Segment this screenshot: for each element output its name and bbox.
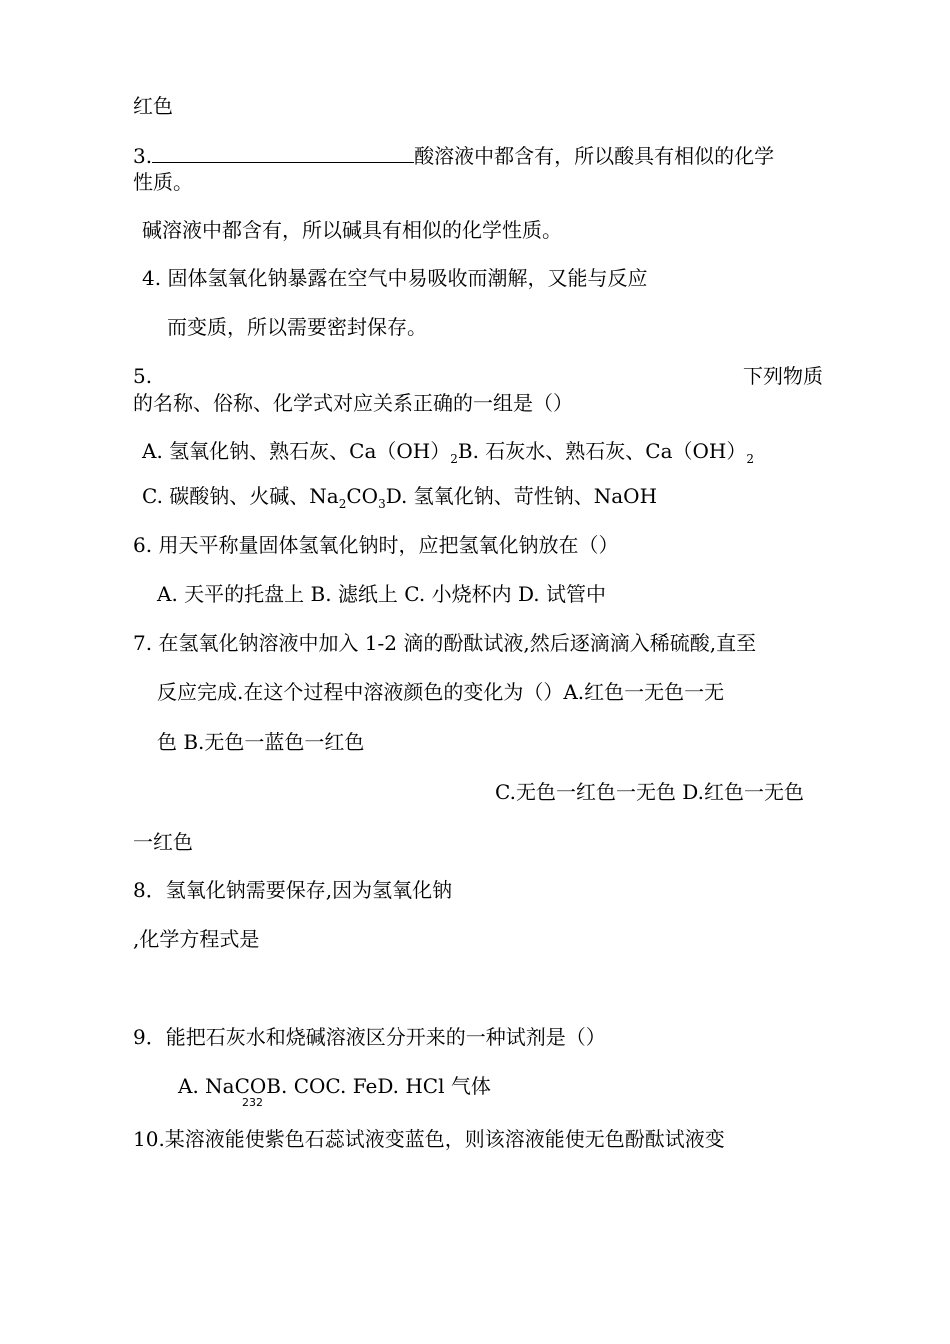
text-line: 反应完成.在这个过程中溶液颜色的变化为（）A.红色一无色一无 bbox=[157, 680, 725, 704]
question-6: 6. 用天平称量固体氢氧化钠时，应把氢氧化钠放在（） bbox=[133, 533, 619, 557]
question-10: 10.某溶液能使紫色石蕊试液变蓝色，则该溶液能使无色酚酞试液变 bbox=[133, 1127, 725, 1151]
option-c: C. 碳酸钠、火碱、Na bbox=[142, 484, 339, 508]
question-5-options-ab bbox=[142, 437, 754, 468]
question-5-text: 下列物质 bbox=[743, 364, 823, 388]
subscript: 2 bbox=[450, 452, 458, 466]
subscript: 2 bbox=[338, 497, 347, 511]
question-5-options-cd bbox=[142, 482, 657, 513]
question-number: 3. bbox=[133, 144, 153, 168]
text-line: 的名称、俗称、化学式对应关系正确的一组是（） bbox=[133, 391, 573, 415]
question-7: 7. 在氢氧化钠溶液中加入 1-2 滴的酚酞试液,然后逐滴滴入稀硫酸,直至 bbox=[133, 631, 757, 655]
option-a: A. 氢氧化钠、熟石灰、Ca（OH） bbox=[142, 439, 451, 463]
question-4: 4. 固体氢氧化钠暴露在空气中易吸收而潮解，又能与反应 bbox=[142, 266, 648, 290]
question-text: 酸溶液中都含有，所以酸具有相似的化学 bbox=[414, 144, 775, 168]
option-c-formula: CO bbox=[346, 484, 379, 508]
answer-blank[interactable] bbox=[152, 140, 414, 163]
text-line: 一红色 bbox=[133, 830, 193, 854]
question-3 bbox=[133, 140, 774, 170]
option-b: B. 石灰水、熟石灰、Ca（OH） bbox=[457, 439, 747, 463]
subscript-digits: 232 bbox=[242, 1096, 263, 1109]
question-9-options: A. NaCOB. COC. FeD. HCl 气体 bbox=[178, 1074, 491, 1098]
text-line: 色 B.无色一蓝色一红色 bbox=[157, 730, 365, 754]
text-line: ,化学方程式是 bbox=[133, 927, 260, 951]
subscript: 2 bbox=[746, 452, 754, 466]
option-d: D. 氢氧化钠、苛性钠、NaOH bbox=[385, 484, 658, 508]
text-line: 而变质，所以需要密封保存。 bbox=[167, 315, 427, 339]
text-line: C.无色一红色一无色 D.红色一无色 bbox=[495, 780, 804, 804]
text-line: 碱溶液中都含有，所以碱具有相似的化学性质。 bbox=[142, 218, 562, 242]
question-8: 8．氢氧化钠需要保存,因为氢氧化钠 bbox=[133, 878, 453, 902]
text-line: 红色 bbox=[133, 94, 173, 118]
subscript: 3 bbox=[378, 497, 386, 511]
question-9: 9．能把石灰水和烧碱溶液区分开来的一种试剂是（） bbox=[133, 1025, 606, 1049]
question-6-options: A. 天平的托盘上 B. 滤纸上 C. 小烧杯内 D. 试管中 bbox=[157, 582, 606, 606]
text-line: 性质。 bbox=[133, 170, 193, 194]
question-5-number: 5. bbox=[133, 364, 153, 388]
